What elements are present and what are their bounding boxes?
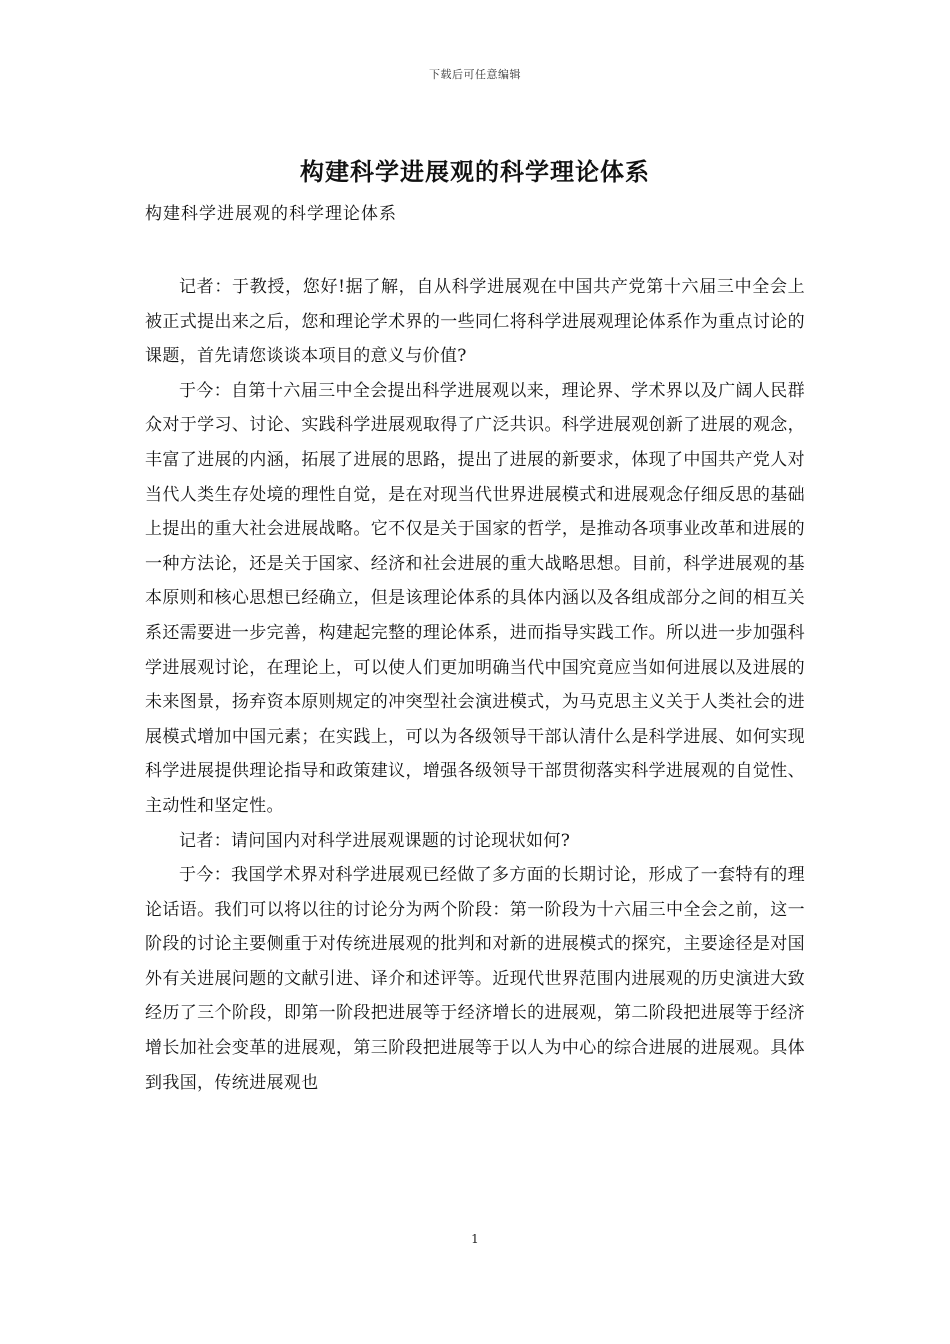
paragraph-answer-2: 于今：我国学术界对科学进展观已经做了多方面的长期讨论，形成了一套特有的理论话语。我们可以将以往的讨论分为两个阶段：第一阶段为十六届三中全会之前，这一阶段的讨论主要侧重于对传统进展观的批判和对新的进展模式的探究，主要途径是对国外有关进展问题的文献引进、译介和述评等。近现代世界范围内进展观的历史演进大致经历了三个阶段，即第一阶段把进展等于经济增长的进展观，第二阶段把进展等于经济增长加社会变革的进展观，第三阶段把进展等于以人为中心的综合进展的进展观。具体到我国，传统进展观也 <box>145 865 805 1093</box>
header-note: 下载后可任意编辑 <box>429 68 521 81</box>
document-subtitle: 构建科学进展观的科学理论体系 <box>145 204 397 224</box>
paragraph-reporter-question-2: 记者：请问国内对科学进展观课题的讨论现状如何? <box>179 830 571 851</box>
paragraph-reporter-question-1: 记者：于教授，您好!据了解，自从科学进展观在中国共产党第十六届三中全会上被正式提出来之后，您和理论学术界的一些同仁将科学进展观理论体系作为重点讨论的课题，首先请您谈谈本项目的意义与价值? <box>145 277 805 367</box>
document-title: 构建科学进展观的科学理论体系 <box>300 157 650 186</box>
paragraph-answer-1: 于今：自第十六届三中全会提出科学进展观以来，理论界、学术界以及广阔人民群众对于学习、讨论、实践科学进展观取得了广泛共识。科学进展观创新了进展的观念，丰富了进展的内涵，拓展了进展的思路，提出了进展的新要求，体现了中国共产党人对当代人类生存处境的理性自觉，是在对现当代世界进展模式和进展观念仔细反思的基础上提出的重大社会进展战略。它不仅是关于国家的哲学，是推动各项事业改革和进展的一种方法论，还是关于国家、经济和社会进展的重大战略思想。目前，科学进展观的基本原则和核心思想已经确立，但是该理论体系的具体内涵以及各组成部分之间的相互关系还需要进一步完善，构建起完整的理论体系，进而指导实践工作。所以进一步加强科学进展观讨论，在理论上，可以使人们更加明确当代中国究竟应当如何进展以及进展的未来图景，扬弃资本原则规定的冲突型社会演进模式，为马克思主义关于人类社会的进展模式增加中国元素；在实践上，可以为各级领导干部认清什么是科学进展、如何实现科学进展提供理论指导和政策建议，增强各级领导干部贯彻落实科学进展观的自觉性、主动性和坚定性。 <box>145 380 805 816</box>
page-number: 1 <box>471 1232 479 1246</box>
document-body <box>145 270 805 1100</box>
